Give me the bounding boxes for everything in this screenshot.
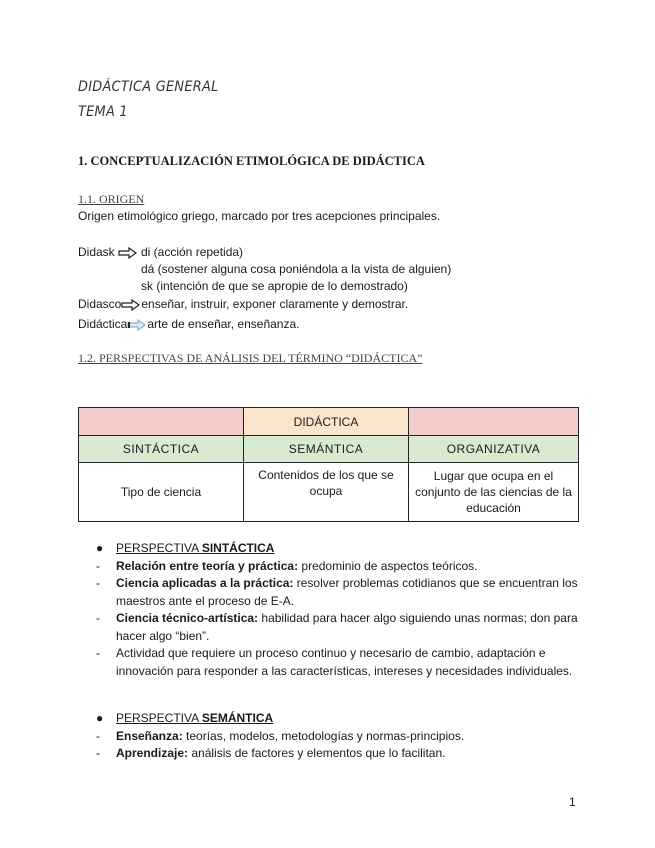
didask-row [78, 245, 138, 259]
sintactica-list [96, 540, 578, 680]
arrow-right-icon [118, 247, 138, 259]
column-organizativa: ORGANIZATIVA [409, 436, 579, 463]
didask-meaning-2: dá (sostener alguna cosa poniéndola a la vista de alguien) [141, 262, 452, 276]
semantica-list [96, 710, 578, 763]
subsection-1-2-title: 1.2. PERSPECTIVAS DE ANÁLISIS DEL TÉRMINO “DIDÁCTICA” [78, 351, 423, 365]
subject-title: DIDÁCTICA GENERAL [78, 79, 219, 95]
table-empty-cell [409, 408, 579, 436]
tema-title: TEMA 1 [78, 104, 128, 120]
list-item: - Ciencia aplicadas a la práctica: resolver problemas cotidianos que se encuentran los maestros ante el proceso de E-A. [96, 576, 578, 608]
didask-meaning-1: di (acción repetida) [141, 245, 244, 259]
cell-semantica: Contenidos de los que se ocupa [244, 463, 409, 522]
didactica-table [78, 407, 579, 522]
subsection-1-1-title: 1.1. ORIGEN [78, 192, 145, 206]
didasco-definition: enseñar, instruir, exponer claramente y demostrar. [141, 297, 409, 311]
table-row [79, 463, 579, 522]
cell-organizativa: Lugar que ocupa en el conjunto de las ciencias de la educación [409, 463, 579, 522]
cell-sintactica: Tipo de ciencia [79, 463, 244, 522]
list-item [96, 710, 578, 728]
dash-marker: - [96, 746, 100, 760]
didactica-row [78, 317, 299, 331]
didask-word: Didask [78, 245, 115, 259]
page-number: 1 [569, 795, 576, 809]
dash-marker: - [96, 728, 100, 743]
didask-meaning-3: sk (intención de que se apropie de lo demostrado) [141, 279, 408, 293]
column-semantica: SEMÁNTICA [244, 436, 409, 463]
didactica-definition: arte de enseñar, enseñanza. [147, 317, 300, 331]
bullet-icon: ● [96, 711, 104, 725]
list-item: - Aprendizaje: análisis de factores y elementos que lo facilitan. [96, 745, 578, 763]
bullet-icon: ● [96, 541, 104, 555]
list-item: - Relación entre teoría y práctica: predominio de aspectos teóricos. [96, 558, 578, 576]
dash-marker: - [96, 646, 100, 660]
perspective-heading: PERSPECTIVA SEMÁNTICA [116, 711, 274, 725]
table-columns-row [79, 436, 579, 463]
table-header-row [79, 408, 579, 436]
list-item: - Ciencia técnico-artística: habilidad para hacer algo siguiendo unas normas; don para hacer algo “bien”. [96, 611, 578, 643]
dash-marker: - [96, 576, 100, 590]
perspective-heading: PERSPECTIVA SINTÁCTICA [116, 541, 275, 555]
didasco-word: Didasco [78, 297, 122, 311]
dash-marker: - [96, 558, 100, 573]
didactica-word: Didáctica [78, 317, 128, 331]
origin-intro: Origen etimológico griego, marcado por tres acepciones principales. [78, 209, 441, 223]
section-1-title: 1. CONCEPTUALIZACIÓN ETIMOLÓGICA DE DIDÁCTICA [78, 154, 425, 168]
arrow-right-icon [127, 319, 147, 331]
list-item [96, 540, 578, 558]
arrow-right-icon [121, 299, 141, 311]
table-header-didactica: DIDÁCTICA [244, 408, 409, 436]
table-empty-cell [79, 408, 244, 436]
list-item: - Actividad que requiere un proceso continuo y necesario de cambio, adaptación e innovación para responder a las características, intereses y necesidades individuales. [96, 646, 573, 678]
dash-marker: - [96, 611, 100, 625]
column-sintactica: SINTÁCTICA [79, 436, 244, 463]
didasco-row [78, 297, 408, 311]
list-item: - Enseñanza: teorías, modelos, metodologías y normas-principios. [96, 728, 578, 746]
